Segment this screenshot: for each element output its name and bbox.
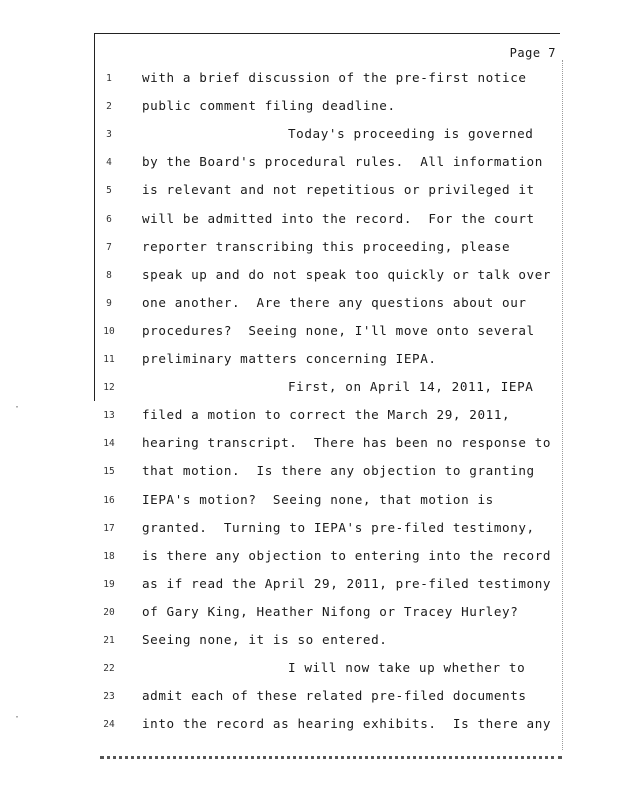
line-number: 17 bbox=[103, 522, 115, 534]
page-number-label: Page 7 bbox=[509, 46, 556, 60]
transcript-line bbox=[0, 548, 618, 566]
line-text: reporter transcribing this proceeding, please bbox=[142, 238, 511, 254]
line-number: 21 bbox=[103, 635, 115, 646]
transcript-line bbox=[0, 576, 618, 594]
line-text: Today's proceeding is governed bbox=[288, 126, 534, 142]
line-number: 10 bbox=[103, 325, 115, 337]
line-text: First, on April 14, 2011, IEPA bbox=[288, 379, 534, 395]
line-text: will be admitted into the record. For the court bbox=[142, 210, 535, 226]
transcript-line bbox=[0, 604, 618, 622]
transcript-line bbox=[0, 492, 618, 510]
line-number: 13 bbox=[103, 410, 115, 422]
line-number: 8 bbox=[106, 269, 112, 281]
line-text: as if read the April 29, 2011, pre-filed testimony bbox=[142, 575, 552, 591]
line-text: speak up and do not speak too quickly or talk over bbox=[142, 266, 552, 282]
line-text: with a brief discussion of the pre-first notice bbox=[142, 70, 527, 85]
line-text: is there any objection to entering into the record bbox=[142, 547, 552, 563]
line-number: 22 bbox=[103, 663, 115, 675]
line-text: hearing transcript. There has been no response to bbox=[142, 435, 552, 451]
transcript-line bbox=[0, 463, 618, 481]
line-number: 6 bbox=[106, 213, 112, 225]
line-number: 7 bbox=[106, 241, 112, 253]
line-number: 9 bbox=[106, 297, 112, 309]
transcript-line bbox=[0, 239, 618, 257]
line-text: procedures? Seeing none, I'll move onto several bbox=[142, 322, 535, 338]
transcript-line bbox=[0, 435, 618, 453]
line-text: is relevant and not repetitious or privileged it bbox=[142, 182, 535, 198]
line-text: admit each of these related pre-filed documents bbox=[142, 688, 527, 704]
line-text: by the Board's procedural rules. All information bbox=[142, 154, 543, 170]
line-number: 5 bbox=[106, 185, 112, 197]
line-number: 24 bbox=[103, 719, 115, 731]
line-number: 18 bbox=[103, 550, 115, 562]
line-number: 11 bbox=[103, 354, 115, 365]
transcript-line bbox=[0, 267, 618, 285]
top-border-rule bbox=[95, 33, 560, 34]
transcript-line bbox=[0, 323, 618, 341]
line-text: into the record as hearing exhibits. Is there any bbox=[142, 716, 552, 732]
transcript-line bbox=[0, 688, 618, 706]
transcript-line bbox=[0, 351, 618, 369]
scan-speck: · bbox=[14, 402, 21, 413]
transcript-line bbox=[0, 211, 618, 229]
line-number: 19 bbox=[103, 578, 115, 590]
transcript-line bbox=[0, 716, 618, 734]
line-number: 12 bbox=[103, 382, 115, 394]
transcript-line bbox=[0, 295, 618, 313]
line-text: I will now take up whether to bbox=[288, 660, 526, 676]
line-text: Seeing none, it is so entered. bbox=[142, 632, 388, 647]
line-number: 1 bbox=[106, 73, 112, 84]
transcript-line bbox=[0, 126, 618, 144]
line-number: 23 bbox=[103, 691, 115, 703]
transcript-line bbox=[0, 98, 618, 116]
transcript-line bbox=[0, 407, 618, 425]
line-text: IEPA's motion? Seeing none, that motion is bbox=[142, 491, 494, 507]
transcript-line bbox=[0, 520, 618, 538]
transcript-line bbox=[0, 70, 618, 88]
line-number: 4 bbox=[106, 157, 112, 169]
line-text: filed a motion to correct the March 29, 2011, bbox=[142, 407, 511, 423]
line-number: 15 bbox=[103, 466, 115, 478]
line-number: 2 bbox=[106, 101, 112, 113]
transcript-line bbox=[0, 632, 618, 650]
line-number: 3 bbox=[106, 129, 112, 141]
line-text: of Gary King, Heather Nifong or Tracey Hurley? bbox=[142, 603, 519, 619]
line-number: 14 bbox=[103, 438, 115, 450]
line-text: one another. Are there any questions about our bbox=[142, 294, 527, 310]
line-text: preliminary matters concerning IEPA. bbox=[142, 351, 437, 366]
transcript-line bbox=[0, 182, 618, 200]
scan-speck: · bbox=[14, 712, 21, 723]
line-number: 20 bbox=[103, 606, 115, 618]
line-text: public comment filing deadline. bbox=[142, 98, 396, 114]
line-number: 16 bbox=[103, 494, 115, 506]
transcript-line bbox=[0, 154, 618, 172]
line-text: granted. Turning to IEPA's pre-filed testimony, bbox=[142, 519, 535, 535]
transcript-line bbox=[0, 660, 618, 678]
line-text: that motion. Is there any objection to granting bbox=[142, 463, 535, 479]
bottom-footer-rule bbox=[100, 756, 562, 759]
transcript-line bbox=[0, 379, 618, 397]
